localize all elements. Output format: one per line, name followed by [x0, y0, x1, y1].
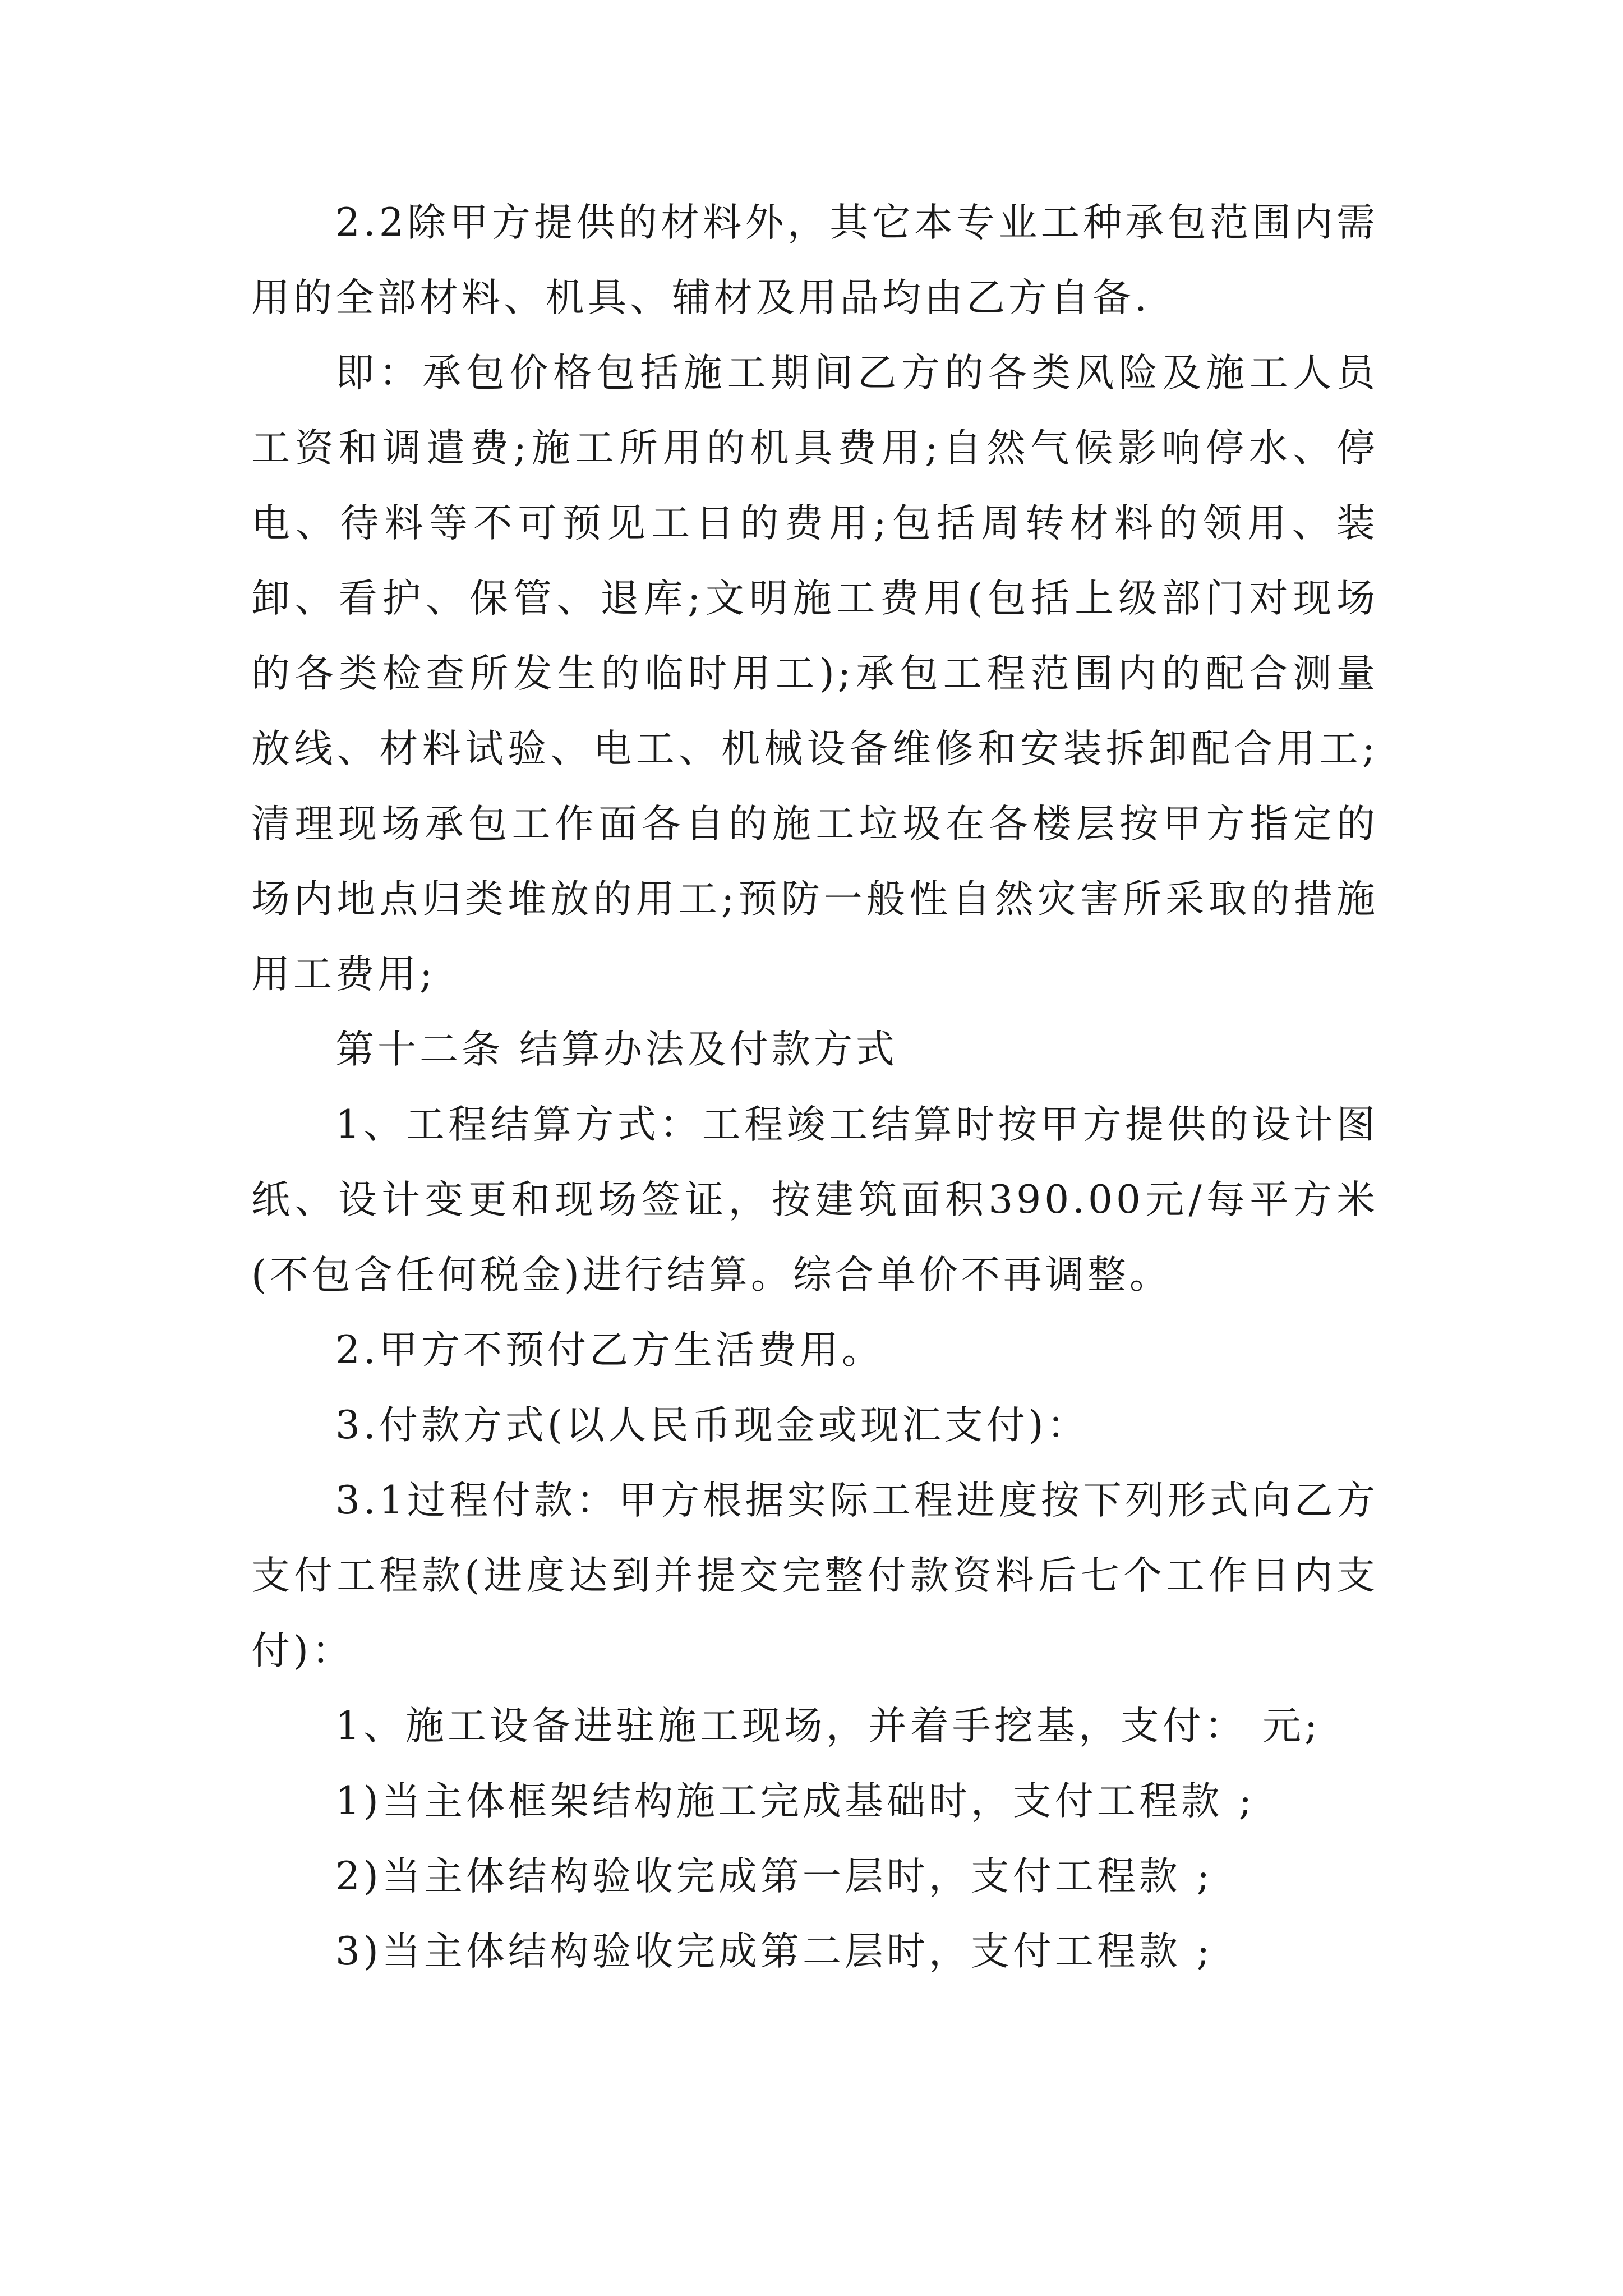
document-body [251, 185, 1378, 1989]
paragraph-payment-method: 3.付款方式(以人民币现金或现汇支付)： [335, 1403, 1089, 1448]
paragraph-progress-payment: 3.1过程付款：甲方根据实际工程进度按下列形式向乙方支付工程款(进度达到并提交完整付款资料后七个工作日内支付)： [251, 1478, 1378, 1673]
paragraph-no-advance: 2.甲方不预付乙方生活费用。 [335, 1328, 884, 1373]
paragraph-materials: 2.2除甲方提供的材料外，其它本专业工种承包范围内需用的全部材料、机具、辅材及用品均由乙方自备. [251, 200, 1378, 320]
list-item-second-floor: 3)当主体结构验收完成第二层时，支付工程款 ; [335, 1929, 1213, 1974]
paragraph-price-scope: 即：承包价格包括施工期间乙方的各类风险及施工人员工资和调遣费;施工所用的机具费用;自然气候影响停水、停电、待料等不可预见工日的费用;包括周转材料的领用、装卸、看护、保管、退库;文明施工费用(包括上级部门对现场的各类检查所发生的临时用工);承包工程范围内的配合测量放线、材料试验、电工、机械设备维修和安装拆卸配合用工;清理现场承包工作面各自的施工垃圾在各楼层按甲方指定的场内地点归类堆放的用工;预防一般性自然灾害所采取的措施用工费用; [251, 351, 1378, 997]
paragraph-settlement-method: 1、工程结算方式：工程竣工结算时按甲方提供的设计图纸、设计变更和现场签证，按建筑面积390.00元/每平方米(不包含任何税金)进行结算。综合单价不再调整。 [251, 1102, 1378, 1297]
list-item-foundation: 1)当主体框架结构施工完成基础时，支付工程款 ; [335, 1779, 1255, 1824]
section-heading-article-12: 第十二条 结算办法及付款方式 [335, 1027, 898, 1072]
list-item-equipment-entry: 1、施工设备进驻施工现场，并着手挖基，支付： 元; [335, 1704, 1321, 1749]
list-item-first-floor: 2)当主体结构验收完成第一层时，支付工程款 ; [335, 1854, 1213, 1899]
